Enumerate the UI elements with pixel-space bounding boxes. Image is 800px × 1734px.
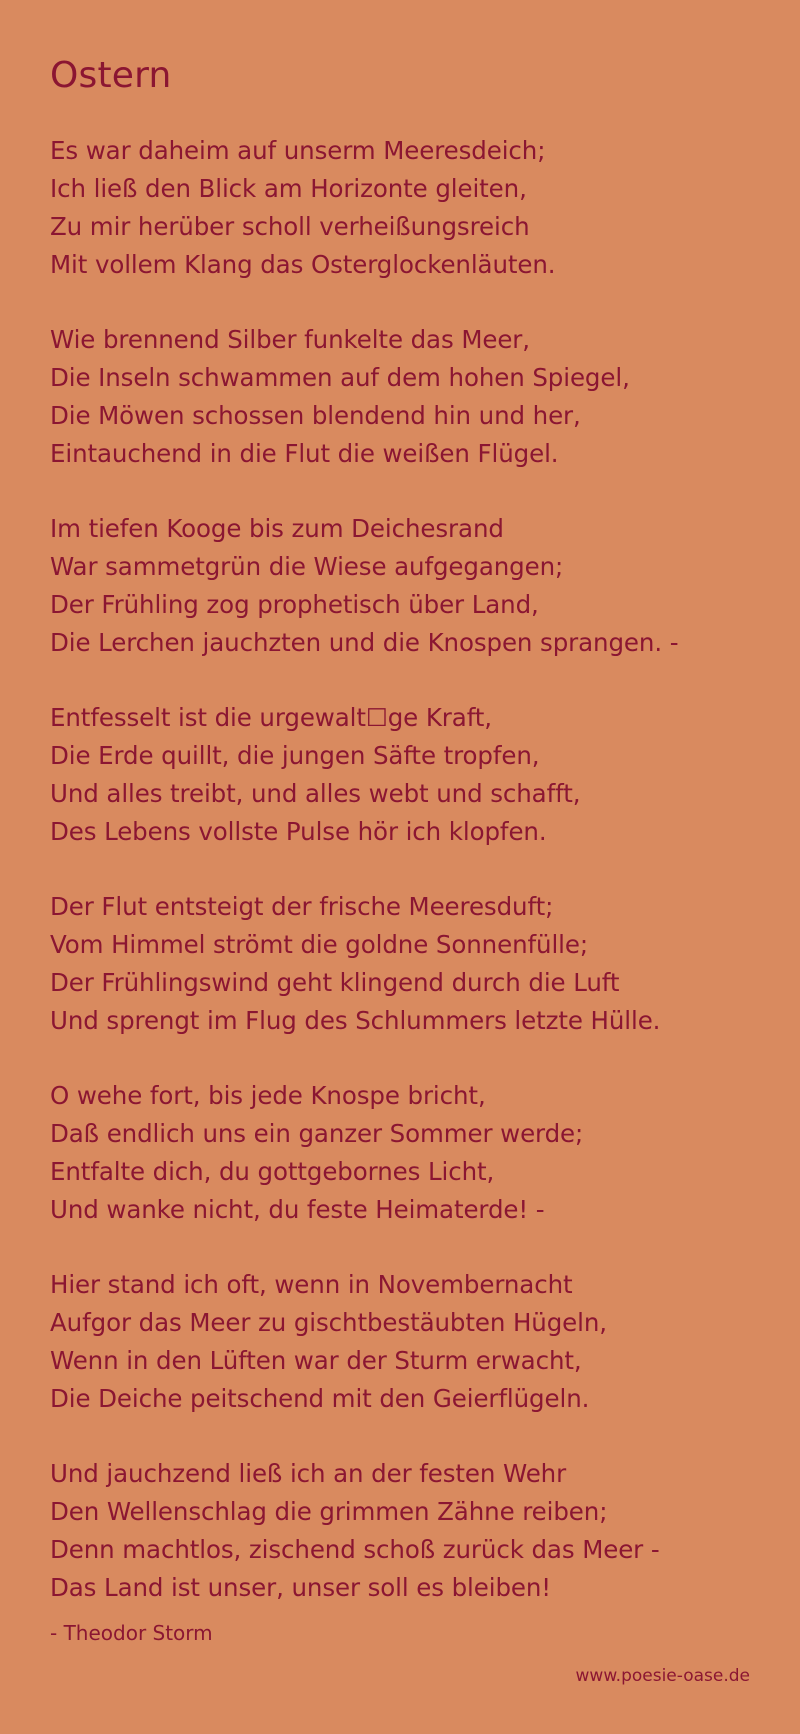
stanza-4: [50, 699, 770, 851]
poem-line: Und jauchzend ließ ich an der festen Wehr: [50, 1459, 567, 1488]
poem-line: Der Frühling zog prophetisch über Land,: [50, 590, 539, 619]
poem-line: Denn machtlos, zischend schoß zurück das Meer -: [50, 1535, 660, 1564]
poem-line: Daß endlich uns ein ganzer Sommer werde;: [50, 1119, 584, 1148]
poem-line: Und wanke nicht, du feste Heimaterde! -: [50, 1195, 545, 1224]
poem-line: Entfalte dich, du gottgebornes Licht,: [50, 1157, 495, 1186]
poem-line: Entfesselt ist die urgewalt☐ge Kraft,: [50, 703, 492, 732]
poem-page: [50, 52, 770, 1647]
stanza-3: [50, 510, 770, 662]
website-credit: www.poesie-oase.de: [575, 1666, 750, 1686]
stanza-7: [50, 1266, 770, 1418]
poem-line: War sammetgrün die Wiese aufgegangen;: [50, 552, 564, 581]
poem-line: Mit vollem Klang das Osterglockenläuten.: [50, 250, 556, 279]
poem-line: Den Wellenschlag die grimmen Zähne reiben;: [50, 1497, 608, 1526]
poem-line: Und sprengt im Flug des Schlummers letzte Hülle.: [50, 1006, 661, 1035]
poem-line: O wehe fort, bis jede Knospe bricht,: [50, 1081, 486, 1110]
poem-line: Eintauchend in die Flut die weißen Flügel.: [50, 439, 559, 468]
poem-line: Im tiefen Kooge bis zum Deichesrand: [50, 514, 504, 543]
poem-line: Die Lerchen jauchzten und die Knospen sprangen. -: [50, 628, 679, 657]
poem-line: Es war daheim auf unserm Meeresdeich;: [50, 136, 546, 165]
poem-line: Und alles treibt, und alles webt und schafft,: [50, 779, 581, 808]
poem-line: Ich ließ den Blick am Horizonte gleiten,: [50, 174, 527, 203]
poem-line: Der Frühlingswind geht klingend durch die Luft: [50, 968, 620, 997]
poem-line: Aufgor das Meer zu gischtbestäubten Hügeln,: [50, 1308, 607, 1337]
poem-line: Des Lebens vollste Pulse hör ich klopfen.: [50, 817, 547, 846]
poem-body: [50, 132, 770, 1607]
poem-line: Vom Himmel strömt die goldne Sonnenfülle;: [50, 930, 588, 959]
stanza-6: [50, 1077, 770, 1229]
poem-line: Wie brennend Silber funkelte das Meer,: [50, 325, 530, 354]
stanza-8: [50, 1455, 770, 1607]
poem-line: Zu mir herüber scholl verheißungsreich: [50, 212, 530, 241]
stanza-5: [50, 888, 770, 1040]
poem-line: Die Inseln schwammen auf dem hohen Spiegel,: [50, 363, 630, 392]
stanza-2: [50, 321, 770, 473]
poem-title: Ostern: [50, 55, 172, 96]
stanza-1: [50, 132, 770, 284]
poem-line: Hier stand ich oft, wenn in Novembernacht: [50, 1270, 573, 1299]
poem-line: Die Deiche peitschend mit den Geierflügeln.: [50, 1384, 590, 1413]
poem-line: Wenn in den Lüften war der Sturm erwacht,: [50, 1346, 582, 1375]
poem-line: Der Flut entsteigt der frische Meeresduft;: [50, 892, 554, 921]
poem-author: - Theodor Storm: [50, 1621, 213, 1645]
poem-line: Das Land ist unser, unser soll es bleiben!: [50, 1573, 552, 1602]
poem-line: Die Erde quillt, die jungen Säfte tropfen,: [50, 741, 540, 770]
poem-line: Die Möwen schossen blendend hin und her,: [50, 401, 581, 430]
